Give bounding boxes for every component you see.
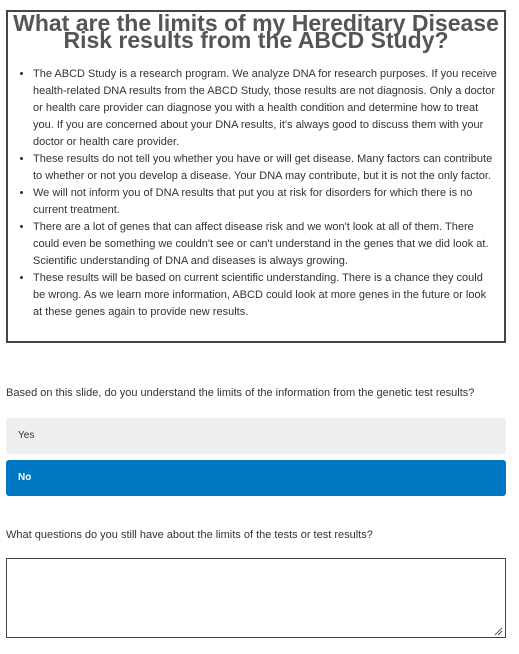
info-bullet: • These results will be based on current scientific understanding. There is a chance they could be wrong. As we learn more information, ABCD could look at more genes in the future or look at these genes again to provide new results. [33,270,498,321]
info-bullet: • The ABCD Study is a research program. We analyze DNA for research purposes. If you receive health-related DNA results from the ABCD Study, those results are not diagnosis. Only a doctor or health care provider can diagnose you with a health condition and determine how to treat you. If you are concerned about your DNA results, it's always good to discuss them with your doctor or health care provider. [33,66,498,151]
answer-yes-button[interactable]: Yes [6,418,506,454]
info-bullet: • There are a lot of genes that can affect disease risk and we won't look at all of them. There could even be something we couldn't see or can't understand in the genes that we did look at. Scientific understanding of DNA and diseases is always growing. [33,219,498,270]
info-title: What are the limits of my Hereditary Disease Risk results from the ABCD Study? [13,10,499,53]
info-box [6,10,506,343]
resize-grip-icon[interactable] [493,626,503,636]
info-bullet: • We will not inform you of DNA results that put you at risk for disorders for which there is no current treatment. [33,185,498,219]
remaining-questions-textarea[interactable] [6,558,506,638]
info-bullet: • These results do not tell you whether you have or will get disease. Many factors can contribute to whether or not you develop a disease. Your DNA may contribute, but it is not the only factor. [33,151,498,185]
question-understand-limits: Based on this slide, do you understand the limits of the information from the genetic test results? [6,387,475,399]
question-remaining-questions: What questions do you still have about the limits of the tests or test results? [6,529,373,541]
answer-no-button[interactable]: No [6,460,506,496]
info-bullet-list [8,66,504,321]
